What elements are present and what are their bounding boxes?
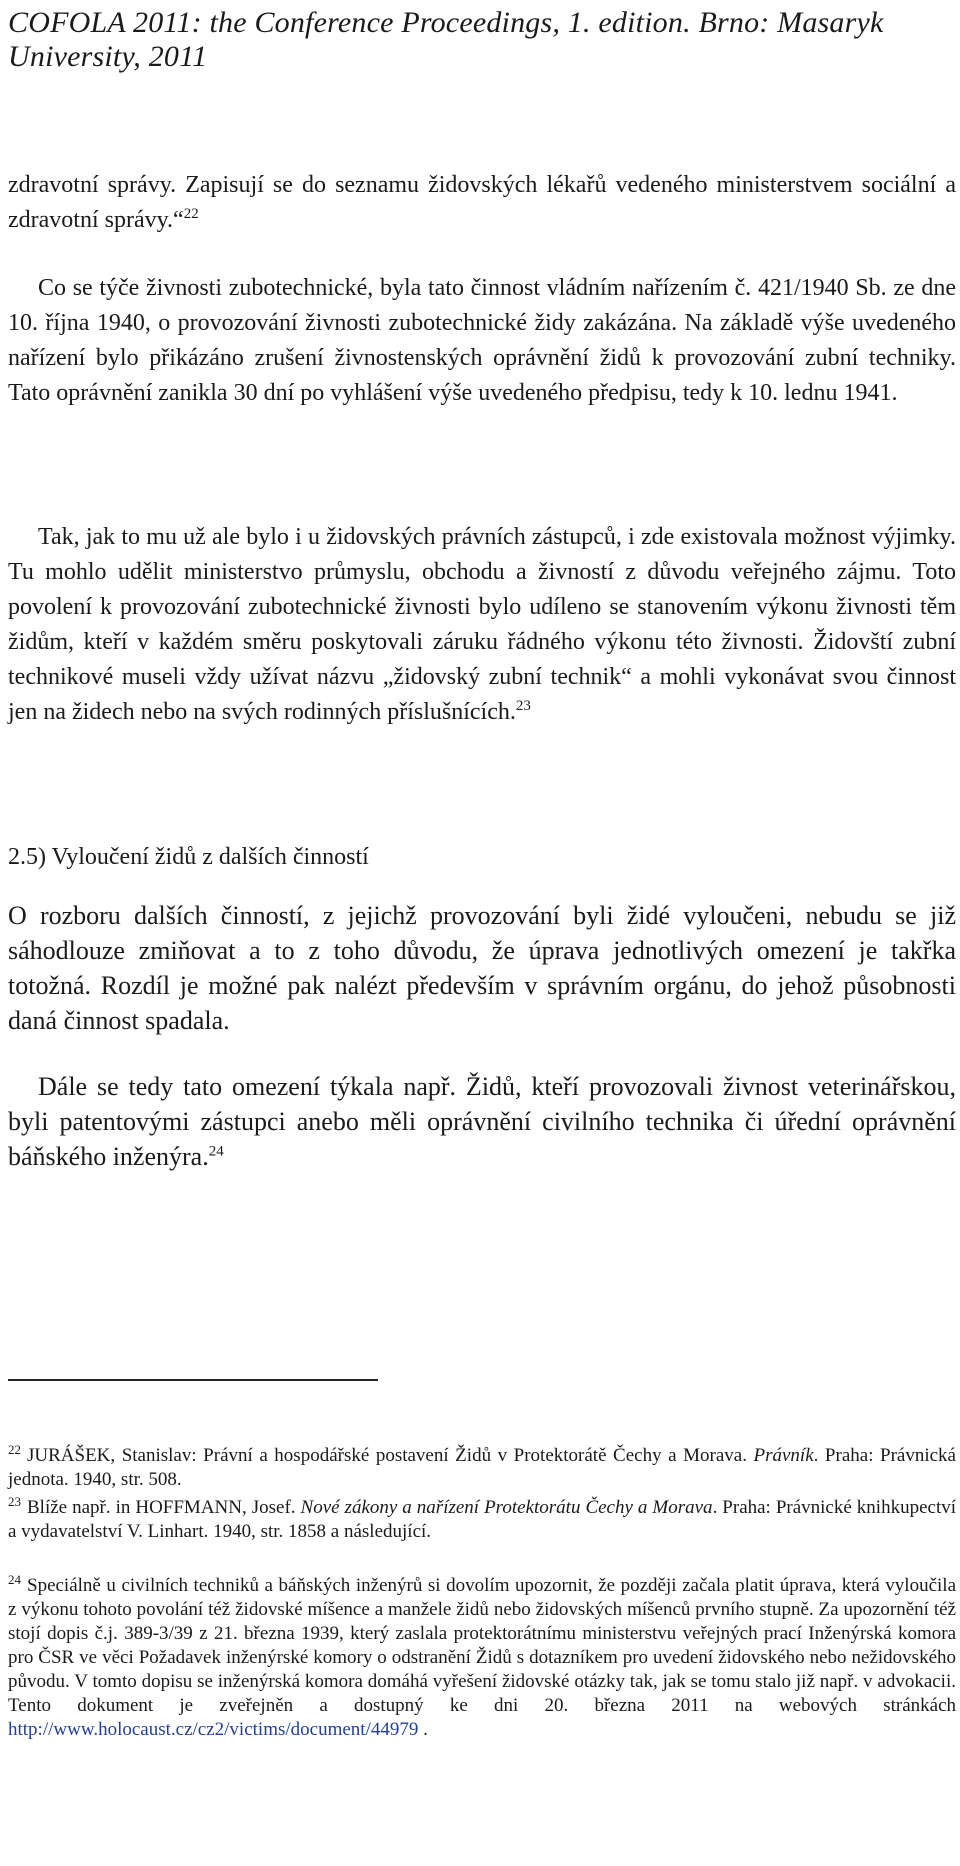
footnote-24-post: . xyxy=(418,1719,428,1740)
footnote-22-text xyxy=(8,1441,956,1492)
paragraph-1 xyxy=(8,168,956,238)
footnote-ref-24[interactable]: 24 xyxy=(208,1143,224,1160)
footnote-23-text xyxy=(8,1493,956,1544)
footnote-23-post: . Praha: Právnické knihkupectví a vydavatelství V. Linhart. 1940, str. 1858 a následující. xyxy=(8,1497,956,1542)
footnote-22 xyxy=(8,1441,956,1492)
footnote-24-text xyxy=(8,1571,956,1742)
paragraph-3-text: Tak, jak to mu už ale bylo i u židovských právních zástupců, i zde existovala možnost výjimky. Tu mohlo udělit ministerstvo průmyslu, obchodu a živností z důvodu veřejného zájmu. Toto povolení k provozování zubotechnické živnosti bylo udíleno se stanovením výkonu živnosti těm židům, kteří v každém směru poskytovali záruku řádného výkonu této živnosti. Židovští zubní technikové museli vždy užívat názvu „židovský zubní technik“ a mohli vykonávat svou činnost jen na židech nebo na svých rodinných příslušnících. xyxy=(8,524,956,725)
footnote-ref-23[interactable]: 23 xyxy=(515,698,531,714)
paragraph-2-text: Co se týče živnosti zubotechnické, byla tato činnost vládním nařízením č. 421/1940 Sb. ze dne 10. října 1940, o provozování živnosti zubotechnické židy zakázána. Na základě výše uvedeného nařízení bylo přikázáno zrušení živnostenských oprávnění židů k provozování zubní techniky. Tato oprávnění zanikla 30 dní po vyhlášení výše uvedeného předpisu, tedy k 10. lednu 1941. xyxy=(8,275,956,406)
section-heading: 2.5) Vyloučení židů z dalších činností xyxy=(8,844,369,870)
footnote-23-pre: Blíže např. in HOFFMANN, Josef. xyxy=(27,1497,301,1518)
paragraph-4-text: O rozboru dalších činností, z jejichž provozování byli židé vyloučeni, nebudu se již sáhodlouze zmiňovat a to z toho důvodu, že úprava jednotlivých omezení je takřka totožná. Rozdíl je možné pak nalézt především v správním orgánu, do jehož působnosti daná činnost spadala. xyxy=(8,901,956,1035)
footnote-23-italic: Nové zákony a nařízení Protektorátu Čechy a Morava xyxy=(300,1497,713,1518)
footnote-22-number: 22 xyxy=(8,1441,21,1457)
footnote-ref-22[interactable]: 22 xyxy=(183,206,199,222)
footnote-24 xyxy=(8,1571,956,1742)
paragraph-5-text: Dále se tedy tato omezení týkala např. Židů, kteří provozovali živnost veterinářskou, byli patentovými zástupci anebo měli oprávnění civilního technika či úřední oprávnění báňského inženýra. xyxy=(8,1072,956,1171)
footnote-22-post: . Praha: Právnická jednota. 1940, str. 508. xyxy=(8,1445,956,1490)
footnote-24-pre: Speciálně u civilních techniků a báňských inženýrů si dovolím upozornit, že později začala platit úprava, která vyloučila z výkonu tohoto povolání též židovské míšence a manžele židů nebo židovských míšenců prvního stupně. Za upozornění též stojí dopis č.j. 389-3/39 z 21. března 1939, který zaslala protektorátnímu ministerstvu veřejných prací Inženýrská komora pro ČSR ve věci Požadavek inženýrské komory o odstranění Židů s dotazníkem pro uvedení židovského nebo nežidovského původu. V tomto dopisu se inženýrská komora domáhá vyřešení židovské otázky tak, jak se tomu stalo již např. v advokacii. Tento dokument je zveřejněn a dostupný ke dni 20. března 2011 na webových stránkách xyxy=(8,1575,956,1716)
running-header: COFOLA 2011: the Conference Proceedings, 1. edition. Brno: Masaryk University, 2011 xyxy=(8,6,884,73)
paragraph-2 xyxy=(8,271,956,411)
paragraph-1-text: zdravotní správy. Zapisují se do seznamu židovských lékařů vedeného ministerstvem sociální a zdravotní správy.“ xyxy=(8,172,956,233)
footnote-23 xyxy=(8,1493,956,1544)
paragraph-3 xyxy=(8,520,956,730)
footnote-separator xyxy=(8,1379,378,1381)
footnote-22-italic: Právník xyxy=(753,1445,814,1466)
footnote-24-link[interactable]: http://www.holocaust.cz/cz2/victims/document/44979 xyxy=(8,1719,419,1740)
footnote-22-pre: JURÁŠEK, Stanislav: Právní a hospodářské postavení Židů v Protektorátě Čechy a Morava. xyxy=(27,1445,754,1466)
footnote-24-number: 24 xyxy=(8,1571,21,1587)
footnote-23-number: 23 xyxy=(8,1493,21,1509)
paragraph-4 xyxy=(8,898,956,1038)
paragraph-5 xyxy=(8,1069,956,1174)
